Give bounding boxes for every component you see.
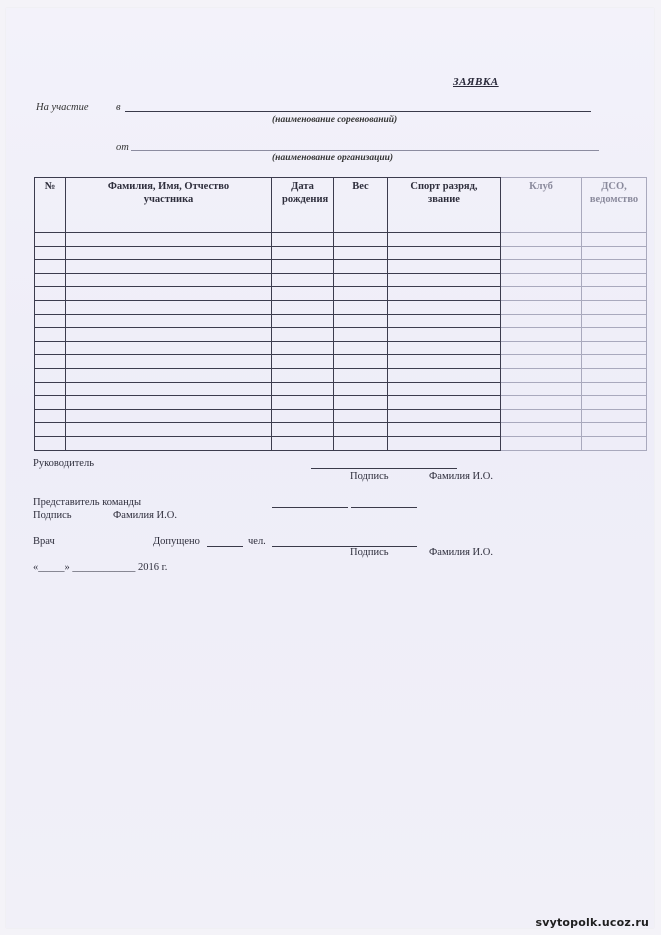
table-cell bbox=[582, 287, 647, 301]
table-row bbox=[35, 273, 647, 287]
leader-label: Руководитель bbox=[33, 458, 94, 469]
table-cell bbox=[66, 314, 272, 328]
table-cell bbox=[582, 382, 647, 396]
table-cell bbox=[582, 423, 647, 437]
table-cell bbox=[582, 246, 647, 260]
table-body bbox=[35, 233, 647, 451]
table-cell bbox=[501, 382, 582, 396]
col-club: Клуб bbox=[501, 178, 582, 233]
table-cell bbox=[35, 423, 66, 437]
table-cell bbox=[272, 368, 334, 382]
table-cell bbox=[501, 260, 582, 274]
col-full-name: Фамилия, Имя, Отчество участника bbox=[66, 178, 272, 233]
table-cell bbox=[66, 396, 272, 410]
table-cell bbox=[388, 355, 501, 369]
table-cell bbox=[66, 233, 272, 247]
table-cell bbox=[272, 328, 334, 342]
table-cell bbox=[66, 328, 272, 342]
table-cell bbox=[272, 396, 334, 410]
table-cell bbox=[272, 436, 334, 450]
table-header-row bbox=[35, 178, 647, 233]
table-cell bbox=[35, 287, 66, 301]
doctor-name-label: Фамилия И.О. bbox=[429, 547, 493, 558]
table-cell bbox=[388, 382, 501, 396]
table-cell bbox=[501, 233, 582, 247]
table-cell bbox=[501, 246, 582, 260]
table-cell bbox=[66, 436, 272, 450]
in-label: в bbox=[116, 102, 121, 113]
table-cell bbox=[272, 382, 334, 396]
table-cell bbox=[35, 260, 66, 274]
table-cell bbox=[388, 260, 501, 274]
leader-signature-line bbox=[311, 468, 457, 469]
table-cell bbox=[66, 368, 272, 382]
table-cell bbox=[388, 300, 501, 314]
team-rep-line-2 bbox=[351, 507, 417, 508]
table-cell bbox=[582, 341, 647, 355]
table-row bbox=[35, 423, 647, 437]
participation-label: На участие bbox=[36, 102, 89, 113]
table-cell bbox=[272, 314, 334, 328]
table-cell bbox=[334, 246, 388, 260]
table-row bbox=[35, 396, 647, 410]
table-row bbox=[35, 409, 647, 423]
table-cell bbox=[334, 287, 388, 301]
table-cell bbox=[35, 382, 66, 396]
date-line: «_____» ____________ 2016 г. bbox=[33, 562, 168, 573]
table-cell bbox=[582, 314, 647, 328]
table-cell bbox=[388, 233, 501, 247]
table-row bbox=[35, 233, 647, 247]
table-cell bbox=[501, 423, 582, 437]
leader-signature-label: Подпись bbox=[350, 471, 389, 482]
table-cell bbox=[388, 287, 501, 301]
table-cell bbox=[582, 355, 647, 369]
table-row bbox=[35, 436, 647, 450]
col-sport-rank: Спорт разряд, звание bbox=[388, 178, 501, 233]
table-cell bbox=[334, 409, 388, 423]
table-cell bbox=[501, 355, 582, 369]
table-row bbox=[35, 328, 647, 342]
table-cell bbox=[388, 328, 501, 342]
table-cell bbox=[66, 260, 272, 274]
table-cell bbox=[66, 409, 272, 423]
col-weight: Вес bbox=[334, 178, 388, 233]
table-cell bbox=[66, 287, 272, 301]
table-cell bbox=[35, 246, 66, 260]
table-cell bbox=[388, 273, 501, 287]
team-rep-signature-label: Подпись bbox=[33, 510, 72, 521]
table-cell bbox=[35, 273, 66, 287]
table-cell bbox=[334, 355, 388, 369]
table-cell bbox=[582, 436, 647, 450]
table-cell bbox=[501, 368, 582, 382]
table-cell bbox=[501, 436, 582, 450]
doctor-signature-label: Подпись bbox=[350, 547, 389, 558]
table-cell bbox=[334, 273, 388, 287]
doctor-label: Врач bbox=[33, 536, 55, 547]
from-label: от bbox=[116, 142, 129, 153]
table-cell bbox=[501, 328, 582, 342]
table-cell bbox=[272, 409, 334, 423]
table-cell bbox=[272, 260, 334, 274]
table-cell bbox=[35, 314, 66, 328]
table-cell bbox=[35, 396, 66, 410]
table-cell bbox=[334, 260, 388, 274]
table-cell bbox=[272, 287, 334, 301]
table-cell bbox=[35, 300, 66, 314]
table-cell bbox=[272, 300, 334, 314]
table-cell bbox=[582, 409, 647, 423]
admitted-count-line bbox=[207, 546, 243, 547]
table-cell bbox=[582, 233, 647, 247]
table-row bbox=[35, 382, 647, 396]
competition-caption: (наименование соревнований) bbox=[272, 115, 398, 125]
table-cell bbox=[66, 246, 272, 260]
table-cell bbox=[501, 287, 582, 301]
participants-table bbox=[34, 177, 647, 451]
table-cell bbox=[582, 300, 647, 314]
table-cell bbox=[501, 314, 582, 328]
organization-line bbox=[131, 150, 599, 151]
table-row bbox=[35, 246, 647, 260]
table-cell bbox=[501, 341, 582, 355]
doctor-signature-line bbox=[272, 546, 417, 547]
table-cell bbox=[334, 341, 388, 355]
table-cell bbox=[388, 246, 501, 260]
table-cell bbox=[334, 233, 388, 247]
table-cell bbox=[501, 273, 582, 287]
col-birth-date: Дата рождения bbox=[272, 178, 334, 233]
col-sport-society: ДСО, ведомство bbox=[582, 178, 647, 233]
team-rep-name-label: Фамилия И.О. bbox=[113, 510, 177, 521]
table-row bbox=[35, 287, 647, 301]
table-cell bbox=[66, 355, 272, 369]
table-cell bbox=[272, 233, 334, 247]
team-rep-label: Представитель команды bbox=[33, 497, 142, 508]
table-cell bbox=[334, 396, 388, 410]
admitted-label: Допущено bbox=[153, 536, 200, 547]
table-row bbox=[35, 260, 647, 274]
table-cell bbox=[272, 423, 334, 437]
table-row bbox=[35, 341, 647, 355]
table-cell bbox=[334, 382, 388, 396]
table-cell bbox=[272, 341, 334, 355]
leader-name-label: Фамилия И.О. bbox=[429, 471, 493, 482]
table-row bbox=[35, 368, 647, 382]
table-row bbox=[35, 314, 647, 328]
table-cell bbox=[501, 396, 582, 410]
table-cell bbox=[388, 314, 501, 328]
table-cell bbox=[582, 328, 647, 342]
table-cell bbox=[501, 300, 582, 314]
table-cell bbox=[35, 436, 66, 450]
table-cell bbox=[582, 368, 647, 382]
table-cell bbox=[35, 341, 66, 355]
table-cell bbox=[35, 409, 66, 423]
table-row bbox=[35, 355, 647, 369]
table-cell bbox=[388, 341, 501, 355]
table-cell bbox=[388, 409, 501, 423]
table-cell bbox=[334, 328, 388, 342]
table-cell bbox=[334, 423, 388, 437]
table-cell bbox=[582, 273, 647, 287]
table-cell bbox=[66, 423, 272, 437]
team-rep-line-1 bbox=[272, 507, 348, 508]
organization-caption: (наименование организации) bbox=[272, 153, 394, 163]
watermark: svytopolk.ucoz.ru bbox=[535, 916, 649, 929]
table-cell bbox=[66, 382, 272, 396]
table-cell bbox=[388, 368, 501, 382]
table-cell bbox=[272, 246, 334, 260]
table-cell bbox=[35, 368, 66, 382]
col-number: № bbox=[35, 178, 66, 233]
table-cell bbox=[334, 314, 388, 328]
table-cell bbox=[388, 436, 501, 450]
competition-line bbox=[125, 111, 591, 112]
table-cell bbox=[388, 423, 501, 437]
table-cell bbox=[334, 300, 388, 314]
table-cell bbox=[272, 355, 334, 369]
table-row bbox=[35, 300, 647, 314]
table-cell bbox=[334, 436, 388, 450]
table-cell bbox=[35, 328, 66, 342]
table-cell bbox=[272, 273, 334, 287]
table-cell bbox=[35, 355, 66, 369]
form-title: ЗАЯВКА bbox=[453, 76, 499, 88]
table-cell bbox=[582, 396, 647, 410]
table-cell bbox=[66, 273, 272, 287]
table-cell bbox=[334, 368, 388, 382]
table-cell bbox=[35, 233, 66, 247]
table-cell bbox=[66, 300, 272, 314]
table-cell bbox=[582, 260, 647, 274]
table-cell bbox=[66, 341, 272, 355]
persons-label: чел. bbox=[248, 536, 266, 547]
table-cell bbox=[501, 409, 582, 423]
table-cell bbox=[388, 396, 501, 410]
